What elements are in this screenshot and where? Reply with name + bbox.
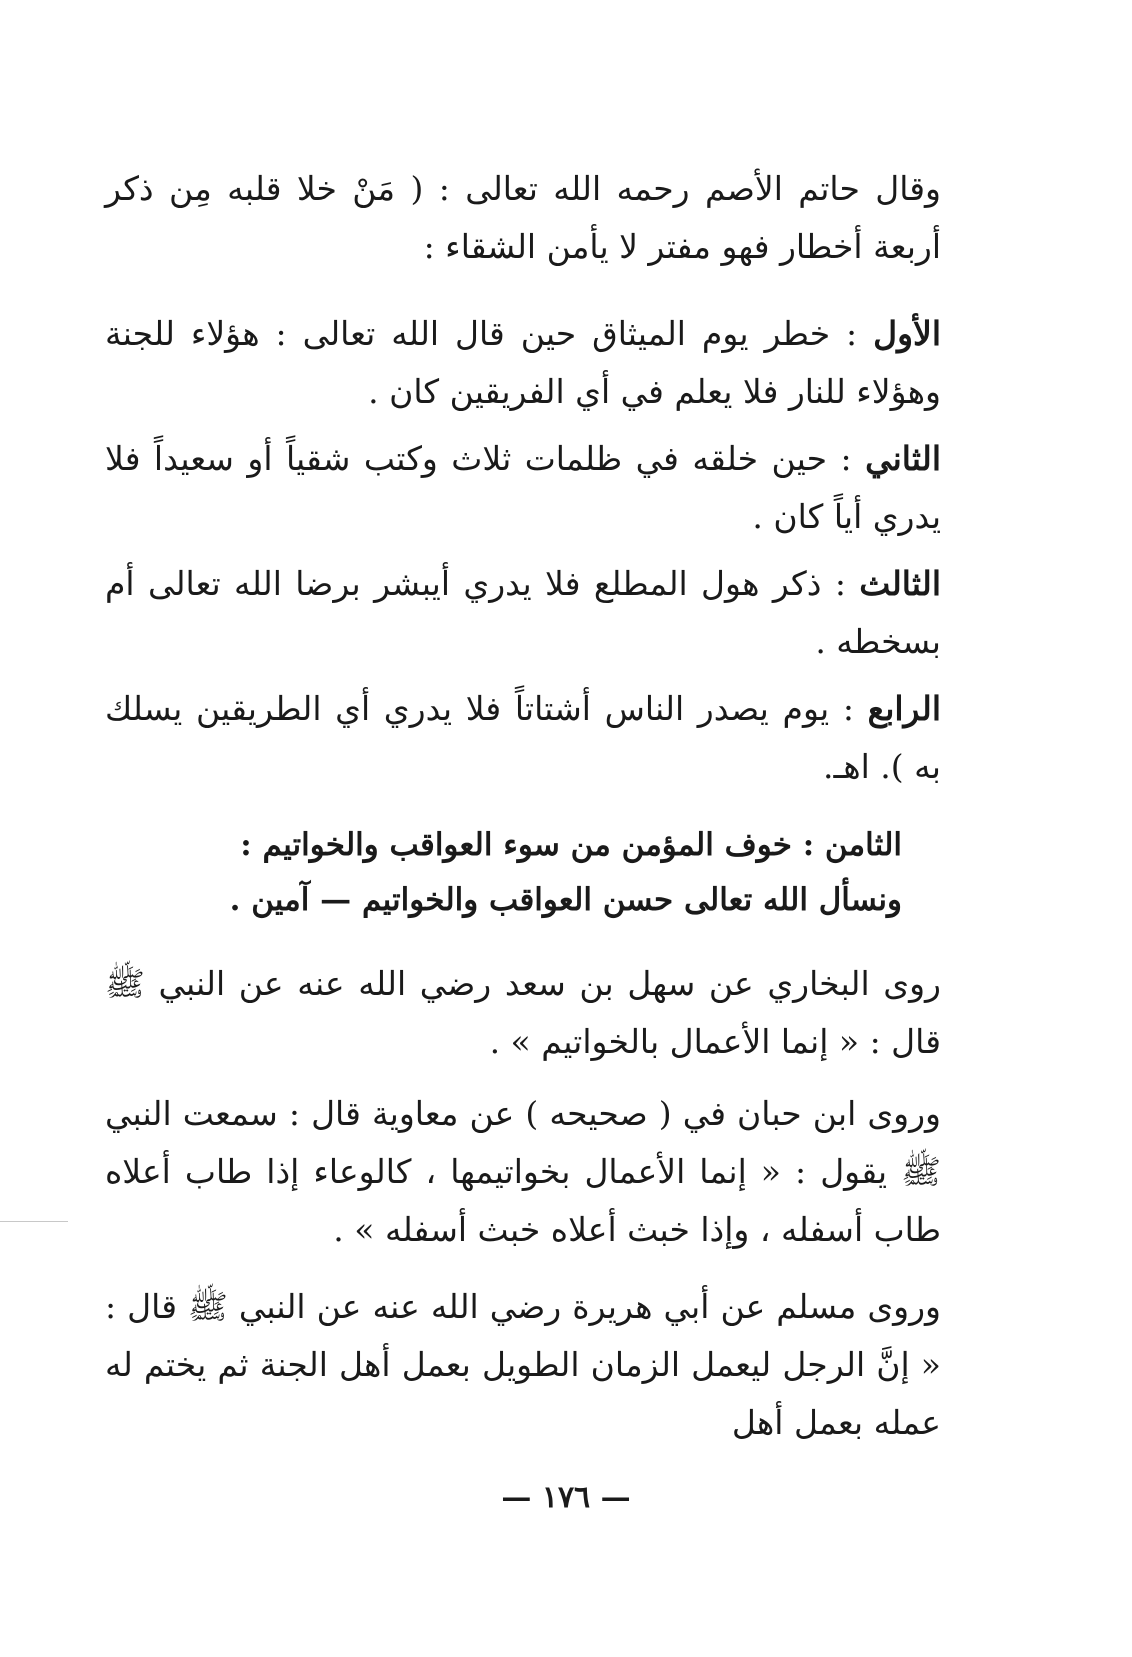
hadith-ibn-hibban <box>105 1085 941 1259</box>
page-number: — ١٧٦ — <box>501 1480 631 1515</box>
hadith-text: وروى ابن حبان في ( صحيحه ) عن معاوية قال : سمعت النبي ﷺ يقول : « إنما الأعمال بخواتيمها ، كالوعاء إذا طاب أعلاه طاب أسفله ، وإذا خبث أعلاه خبث أسفله » . <box>105 1094 941 1249</box>
paragraph-lead: الثاني <box>865 439 941 478</box>
hadith-muslim <box>105 1278 941 1452</box>
paragraph-fourth <box>105 680 941 796</box>
paragraph-text: وقال حاتم الأصم رحمه الله تعالى : ( مَنْ خلا قلبه مِن ذكر أربعة أخطار فهو مفتر لا يأمن الشقاء : <box>105 169 941 266</box>
paragraph-third <box>105 555 941 671</box>
hadith-bukhari <box>105 955 941 1071</box>
eighth-heading: الثامن : خوف المؤمن من سوء العواقب والخواتيم : <box>240 827 902 863</box>
scan-edge-line <box>0 1221 68 1222</box>
paragraph-first <box>105 305 941 421</box>
hadith-text: وروى مسلم عن أبي هريرة رضي الله عنه عن النبي ﷺ قال : « إنَّ الرجل ليعمل الزمان الطويل بعمل أهل الجنة ثم يختم له عمله بعمل أهل <box>105 1287 941 1442</box>
paragraph-intro <box>105 160 941 276</box>
paragraph-text: : حين خلقه في ظلمات ثلاث وكتب شقياً أو سعيداً فلا يدري أياً كان . <box>105 439 941 536</box>
eighth-prayer: ونسأل الله تعالى حسن العواقب والخواتيم — آمين . <box>229 882 902 918</box>
paragraph-lead: الأول <box>873 314 941 353</box>
paragraph-lead: الثالث <box>859 564 941 603</box>
paragraph-second <box>105 430 941 546</box>
paragraph-text: : خطر يوم الميثاق حين قال الله تعالى : هؤلاء للجنة وهؤلاء للنار فلا يعلم في أي الفريقين كان . <box>105 314 941 411</box>
paragraph-text: : يوم يصدر الناس أشتاتاً فلا يدري أي الطريقين يسلك به ). اهـ. <box>105 689 941 786</box>
hadith-text: روى البخاري عن سهل بن سعد رضي الله عنه عن النبي ﷺ قال : « إنما الأعمال بالخواتيم » . <box>105 964 941 1061</box>
paragraph-lead: الرابع <box>867 689 941 728</box>
paragraph-text: : ذكر هول المطلع فلا يدري أيبشر برضا الله تعالى أم بسخطه . <box>105 564 941 661</box>
